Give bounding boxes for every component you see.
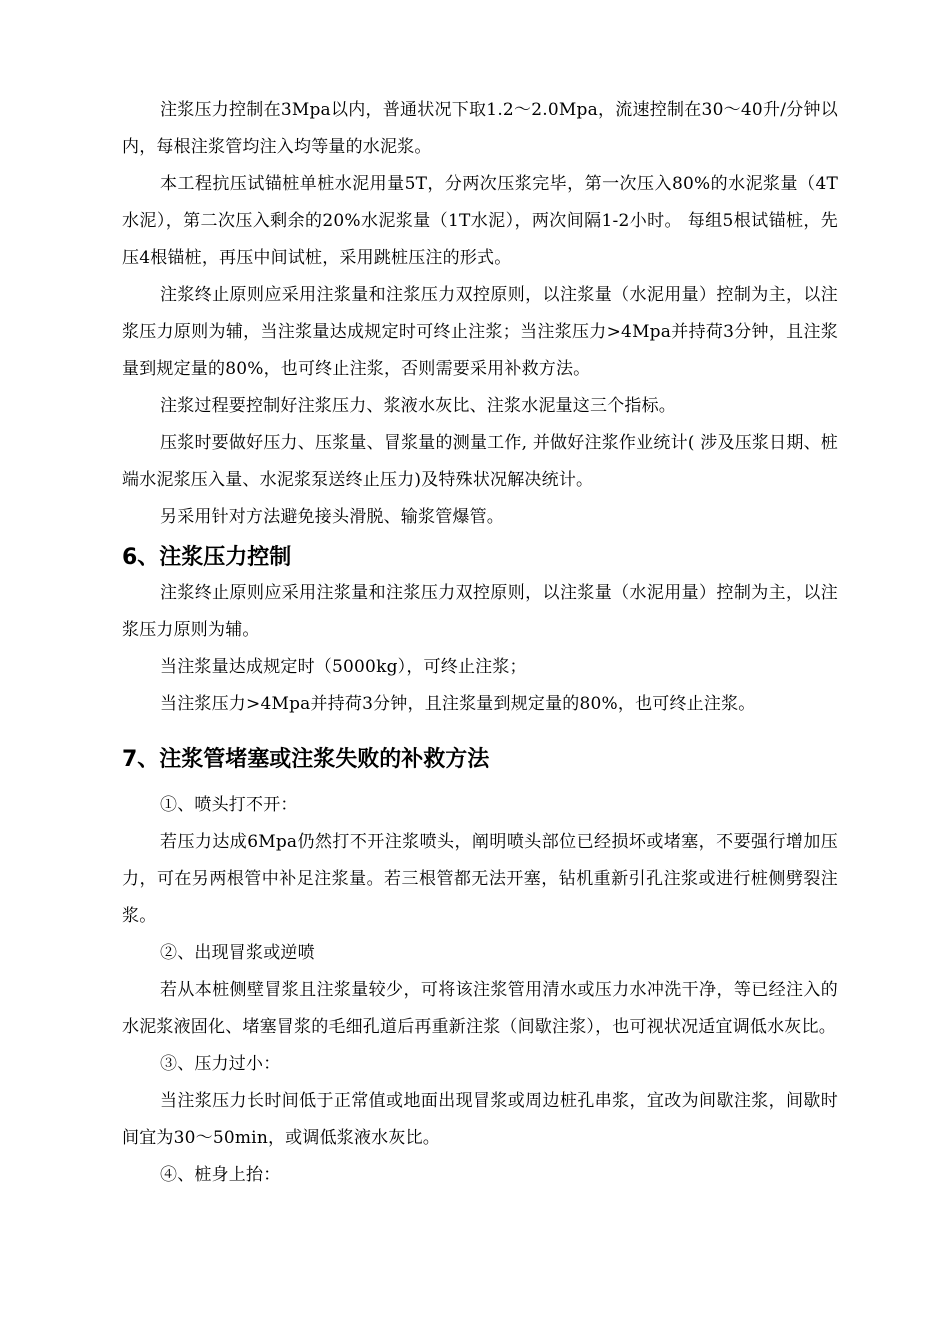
paragraph: 注浆终止原则应采用注浆量和注浆压力双控原则，以注浆量（水泥用量）控制为主，以注浆压力原则为辅。 [122,583,838,640]
section-heading-7: 7、注浆管堵塞或注浆失败的补救方法 [122,747,490,772]
paragraph: 注浆过程要控制好注浆压力、浆液水灰比、注浆水泥量这三个指标。 [160,396,676,416]
list-item-heading: ①、喷头打不开： [160,795,298,815]
paragraph: 若压力达成6Mpa仍然打不开注浆喷头，阐明喷头部位已经损坏或堵塞，不要强行增加压力，可在另两根管中补足注浆量。若三根管都无法开塞，钻机重新引孔注浆或进行桩侧劈裂注浆。 [122,832,838,926]
paragraph: 当注浆压力>4Mpa并持荷3分钟，且注浆量到规定量的80%，也可终止注浆。 [160,694,756,714]
paragraph: 另采用针对方法避免接头滑脱、输浆管爆管。 [160,507,504,527]
paragraph: 注浆终止原则应采用注浆量和注浆压力双控原则，以注浆量（水泥用量）控制为主，以注浆压力原则为辅，当注浆量达成规定时可终止注浆；当注浆压力>4Mpa并持荷3分钟，且注浆量到规定量的80%，也可终止注浆，否则需要采用补救方法。 [122,285,838,379]
paragraph: 本工程抗压试锚桩单桩水泥用量5T，分两次压浆完毕，第一次压入80%的水泥浆量（4T水泥），第二次压入剩余的20%水泥浆量（1T水泥），两次间隔1-2小时。 每组5根试锚桩，先压4根锚桩，再压中间试桩，采用跳桩压注的形式。 [122,174,838,268]
document-body [122,92,838,1194]
paragraph: 压浆时要做好压力、压浆量、冒浆量的测量工作, 并做好注浆作业统计( 涉及压浆日期、桩端水泥浆压入量、水泥浆泵送终止压力)及特殊状况解决统计。 [122,433,838,490]
paragraph: 若从本桩侧壁冒浆且注浆量较少，可将该注浆管用清水或压力水冲洗干净，等已经注入的水泥浆液固化、堵塞冒浆的毛细孔道后再重新注浆（间歇注浆），也可视状况适宜调低水灰比。 [122,980,838,1037]
paragraph: 当注浆压力长时间低于正常值或地面出现冒浆或周边桩孔串浆，宜改为间歇注浆，间歇时间宜为30～50min，或调低浆液水灰比。 [122,1091,838,1148]
list-item-heading: ④、桩身上抬： [160,1165,281,1185]
list-item-heading: ②、出现冒浆或逆喷 [160,943,315,963]
paragraph: 注浆压力控制在3Mpa以内，普通状况下取1.2～2.0Mpa，流速控制在30～40升/分钟以内，每根注浆管均注入均等量的水泥浆。 [122,100,838,157]
list-item-heading: ③、压力过小： [160,1054,281,1074]
paragraph: 当注浆量达成规定时（5000kg），可终止注浆； [160,657,527,677]
section-heading-6: 6、注浆压力控制 [122,545,292,570]
